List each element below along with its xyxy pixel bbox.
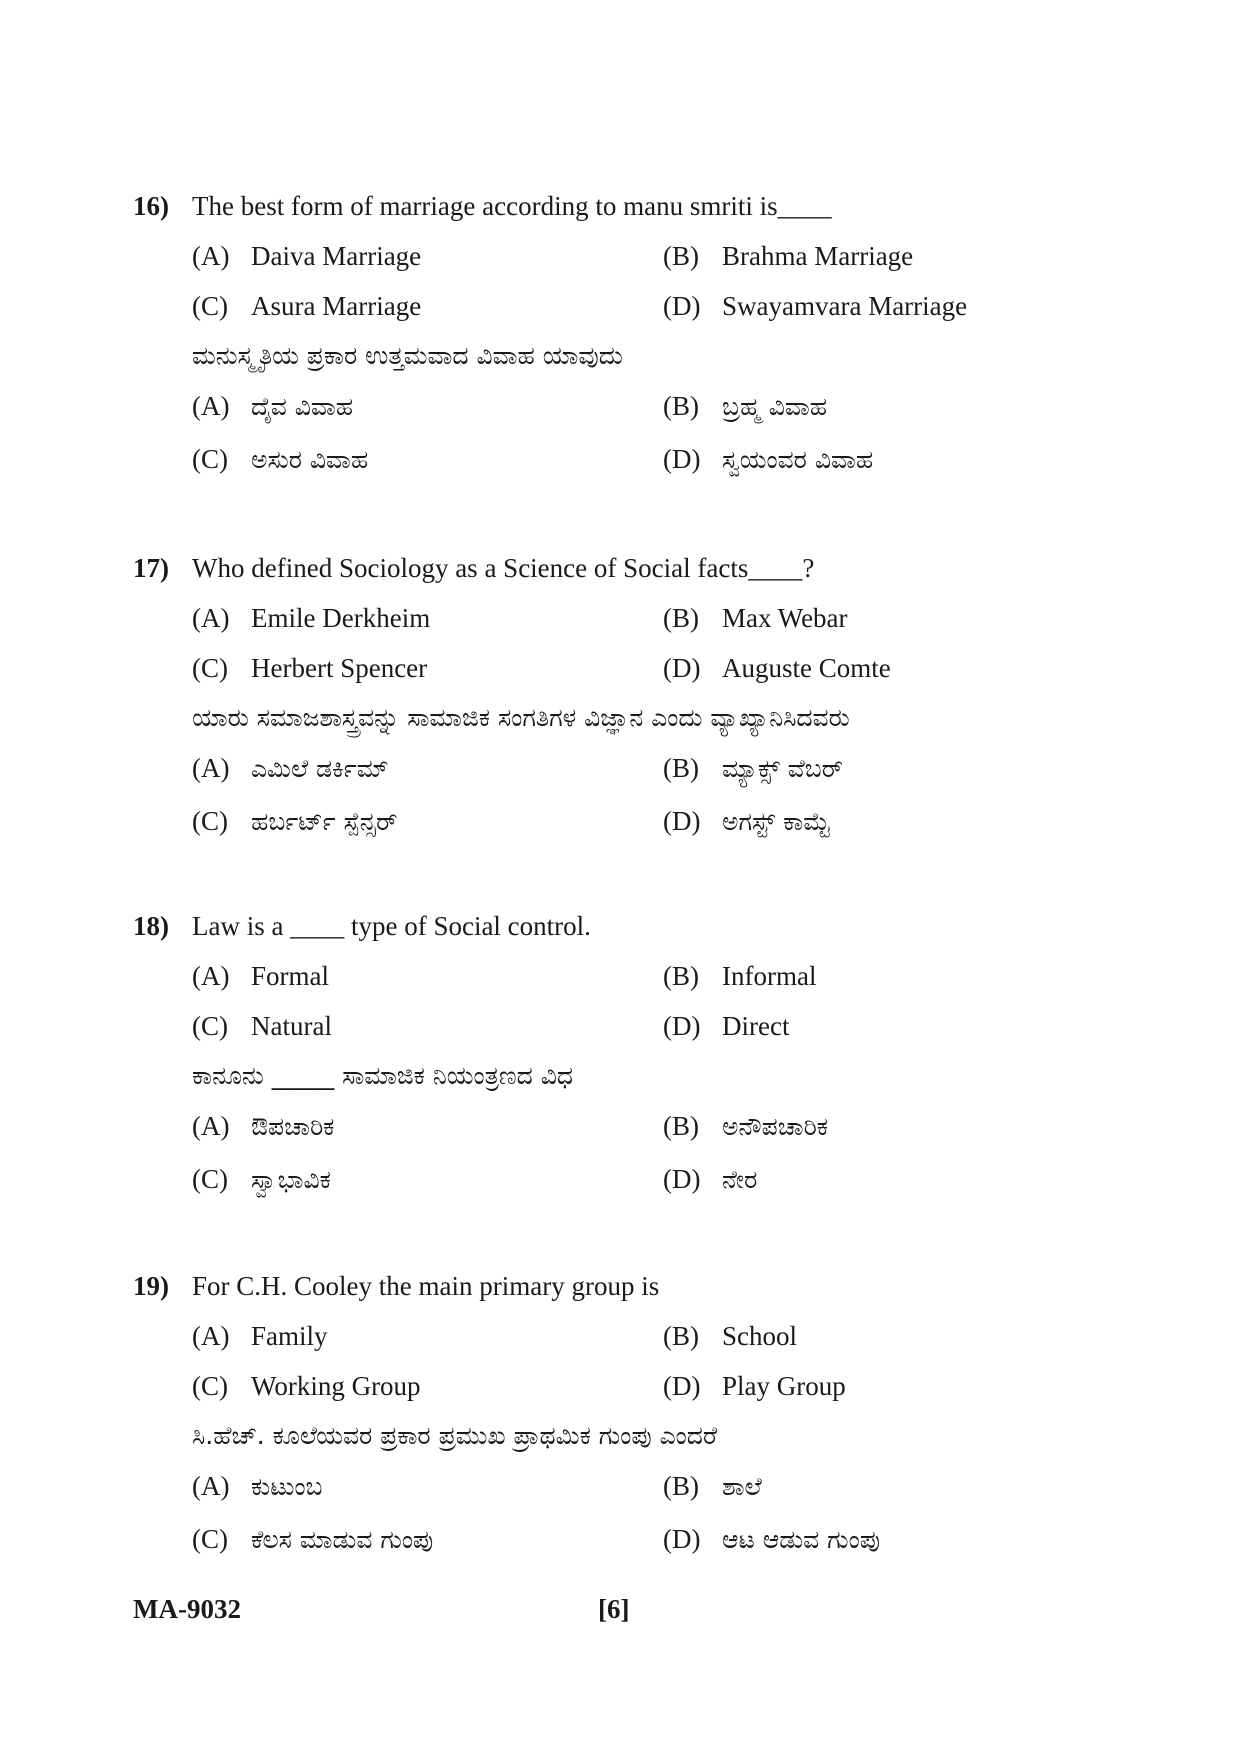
- option-en: [663, 601, 848, 635]
- option-label: (C): [192, 444, 228, 474]
- option-text: Daiva Marriage: [251, 241, 422, 271]
- option-label: (A): [192, 753, 230, 783]
- option-label: (D): [663, 291, 701, 321]
- option-text: ಸ್ವಾಭಾವಿಕ: [251, 1165, 331, 1194]
- question-text-line: [133, 551, 814, 585]
- option-text: ಸ್ವಯಂವರ ವಿವಾಹ: [722, 445, 874, 474]
- question-text-kannada: ಕಾನೂನು _____ ಸಾಮಾಜಿಕ ನಿಯಂತ್ರಣದ ವಿಧ: [192, 1061, 574, 1090]
- option-label: (A): [192, 1111, 230, 1141]
- option-label: (A): [192, 391, 230, 421]
- option-en: [192, 289, 421, 323]
- option-en: [663, 1319, 797, 1353]
- option-kannada: [663, 1162, 757, 1197]
- option-text: Family: [251, 1321, 328, 1351]
- question-number: 17): [133, 553, 169, 583]
- option-kannada: [663, 1522, 880, 1557]
- option-en: [663, 959, 816, 993]
- option-label: (A): [192, 603, 230, 633]
- option-en: [192, 1319, 328, 1353]
- option-kannada: [192, 804, 397, 839]
- option-text: Direct: [722, 1011, 790, 1041]
- option-en: [663, 1009, 789, 1043]
- option-kannada: [192, 1522, 433, 1557]
- option-kannada: [663, 804, 830, 839]
- option-text: Play Group: [722, 1371, 846, 1401]
- option-label: (B): [663, 753, 699, 783]
- option-label: (C): [192, 1011, 228, 1041]
- option-label: (C): [192, 1371, 228, 1401]
- option-text: ಅನೌಪಚಾರಿಕ: [722, 1112, 829, 1141]
- option-en: [192, 959, 329, 993]
- option-kannada: [192, 1469, 322, 1504]
- question-text: Law is a ____ type of Social control.: [192, 911, 591, 941]
- option-text: ಬ್ರಹ್ಮ ವಿವಾಹ: [722, 392, 828, 421]
- option-text: ಶಾಲೆ: [722, 1472, 762, 1501]
- paper-code: MA-9032: [133, 1594, 241, 1624]
- option-label: (B): [663, 1321, 699, 1351]
- option-label: (A): [192, 961, 230, 991]
- option-kannada: [192, 389, 353, 424]
- option-text: Working Group: [251, 1371, 421, 1401]
- option-text: ಅಗಸ್ಟ್ ಕಾಮ್ಟೆ: [722, 807, 830, 836]
- option-label: (A): [192, 1321, 230, 1351]
- option-text: ನೇರ: [722, 1165, 758, 1194]
- question-text-line: [133, 189, 832, 223]
- option-label: (B): [663, 603, 699, 633]
- option-text: Brahma Marriage: [722, 241, 914, 271]
- question-text-line: [133, 1269, 659, 1303]
- question-text-kannada: ಮನುಸ್ಮೃತಿಯ ಪ್ರಕಾರ ಉತ್ತಮವಾದ ವಿವಾಹ ಯಾವುದು: [192, 341, 623, 370]
- question-number: 16): [133, 191, 169, 221]
- option-text: ಹರ್ಬರ್ಟ್ ಸ್ಪೆನ್ಸರ್: [251, 807, 398, 836]
- option-en: [663, 239, 913, 273]
- option-label: (B): [663, 961, 699, 991]
- question-number: 19): [133, 1271, 169, 1301]
- option-text: Informal: [722, 961, 817, 991]
- option-text: Max Webar: [722, 603, 848, 633]
- question-text: The best form of marriage according to manu smriti is____: [192, 191, 832, 221]
- question-number: 18): [133, 911, 169, 941]
- option-label: (D): [663, 444, 701, 474]
- option-text: School: [722, 1321, 798, 1351]
- option-text: Asura Marriage: [251, 291, 422, 321]
- question-text-kannada: ಯಾರು ಸಮಾಜಶಾಸ್ತ್ರವನ್ನು ಸಾಮಾಜಿಕ ಸಂಗತಿಗಳ ವಿಜ್ಞಾನ ಎಂದು ವ್ಯಾಖ್ಯಾನಿಸಿದವರು: [192, 703, 850, 732]
- option-text: ದೈವ ವಿವಾಹ: [251, 392, 354, 421]
- option-label: (B): [663, 391, 699, 421]
- option-text: ಔಪಚಾರಿಕ: [251, 1112, 335, 1141]
- option-text: ಮ್ಯಾಕ್ಸ್ ವೆಬರ್: [722, 754, 844, 783]
- option-en: [192, 601, 430, 635]
- option-label: (C): [192, 1524, 228, 1554]
- option-text: ಕೆಲಸ ಮಾಡುವ ಗುಂಪು: [251, 1525, 434, 1554]
- option-kannada: [663, 442, 873, 477]
- option-text: Emile Derkheim: [251, 603, 431, 633]
- option-label: (D): [663, 806, 701, 836]
- option-text: Natural: [251, 1011, 332, 1041]
- option-label: (C): [192, 653, 228, 683]
- option-text: Swayamvara Marriage: [722, 291, 968, 321]
- option-label: (A): [192, 1471, 230, 1501]
- option-en: [192, 651, 427, 685]
- option-kannada: [663, 751, 843, 786]
- option-kannada: [192, 751, 389, 786]
- option-en: [192, 239, 421, 273]
- option-text: ಆಟ ಆಡುವ ಗುಂಪು: [722, 1525, 881, 1554]
- option-kannada: [192, 1162, 331, 1197]
- option-en: [663, 289, 967, 323]
- option-kannada: [192, 1109, 334, 1144]
- option-label: (D): [663, 1164, 701, 1194]
- option-text: Formal: [251, 961, 329, 991]
- option-label: (A): [192, 241, 230, 271]
- option-label: (D): [663, 1011, 701, 1041]
- option-en: [192, 1009, 332, 1043]
- option-label: (C): [192, 806, 228, 836]
- option-label: (B): [663, 1471, 699, 1501]
- option-en: [663, 651, 891, 685]
- option-text: ಕುಟುಂಬ: [251, 1472, 323, 1501]
- option-label: (C): [192, 291, 228, 321]
- page-number: [6]: [598, 1594, 630, 1624]
- option-en: [192, 1369, 421, 1403]
- question-text: Who defined Sociology as a Science of Social facts____?: [192, 553, 815, 583]
- option-text: Herbert Spencer: [251, 653, 428, 683]
- option-kannada: [663, 389, 827, 424]
- option-kannada: [663, 1109, 828, 1144]
- option-kannada: [192, 442, 368, 477]
- option-label: (D): [663, 653, 701, 683]
- option-text: Auguste Comte: [722, 653, 891, 683]
- option-label: (B): [663, 1111, 699, 1141]
- option-en: [663, 1369, 846, 1403]
- option-text: ಎಮಿಲೆ ಡರ್ಕಿಮ್: [251, 754, 389, 783]
- question-text-line: [133, 909, 591, 943]
- option-text: ಅಸುರ ವಿವಾಹ: [251, 445, 369, 474]
- option-label: (D): [663, 1524, 701, 1554]
- option-kannada: [663, 1469, 762, 1504]
- question-text: For C.H. Cooley the main primary group is: [192, 1271, 660, 1301]
- option-label: (B): [663, 241, 699, 271]
- option-label: (D): [663, 1371, 701, 1401]
- option-label: (C): [192, 1164, 228, 1194]
- question-text-kannada: ಸಿ.ಹೆಚ್. ಕೂಲೆಯವರ ಪ್ರಕಾರ ಪ್ರಮುಖ ಪ್ರಾಥಮಿಕ ಗುಂಪು ಎಂದರೆ: [192, 1421, 718, 1450]
